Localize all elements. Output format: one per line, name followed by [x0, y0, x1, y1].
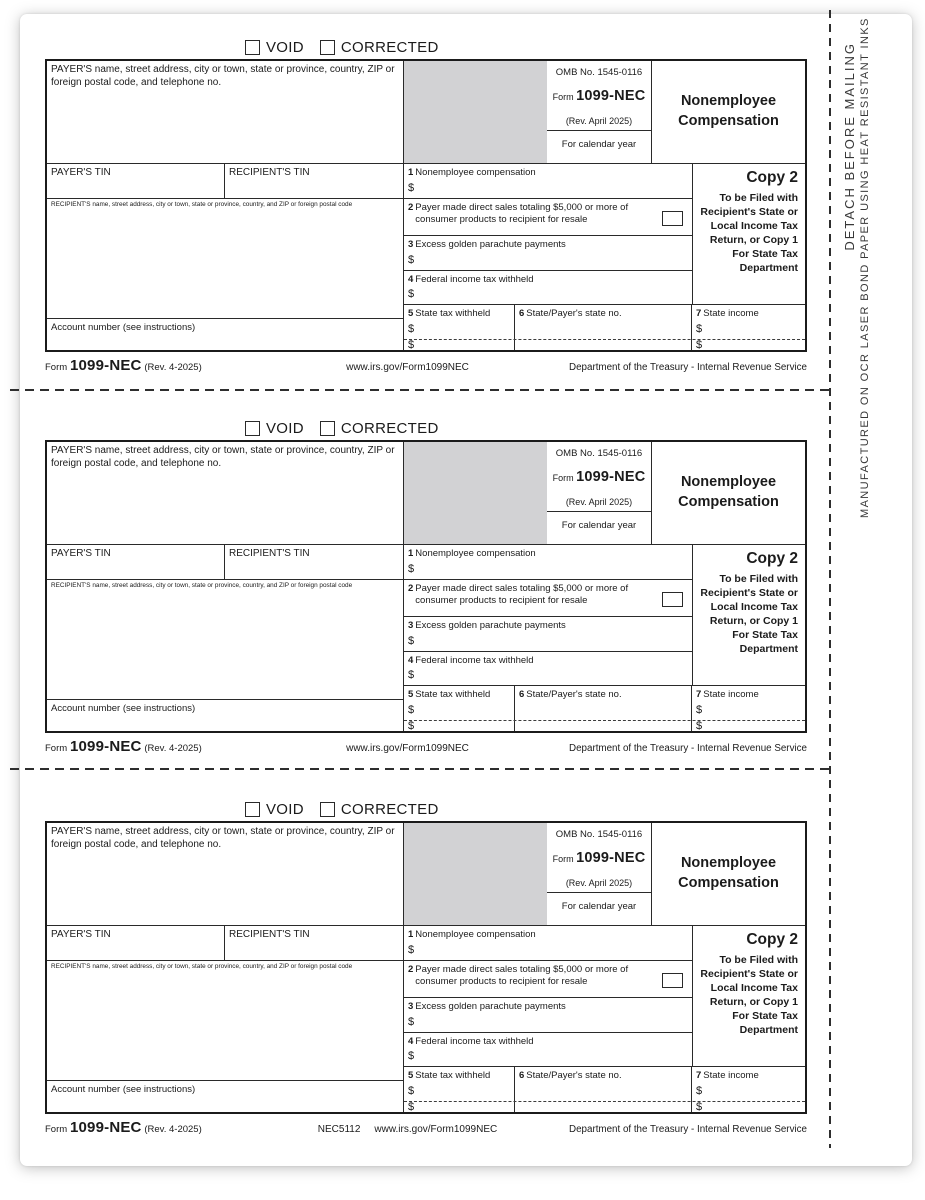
box6-state-payer-no[interactable]: 6 State/Payer's state no.: [515, 686, 692, 731]
calendar-year-label: For calendar year: [547, 130, 651, 164]
copy2-title: Copy 2: [746, 169, 798, 186]
shaded-year-box: [404, 61, 547, 164]
box3-golden-parachute[interactable]: 3 Excess golden parachute payments $: [404, 998, 692, 1033]
perforation-line-vertical: [829, 10, 831, 1148]
void-checkbox[interactable]: [245, 421, 260, 436]
corrected-label: CORRECTED: [340, 39, 439, 56]
box5-state-tax-withheld[interactable]: 5 State tax withheld $ $: [404, 305, 515, 350]
treasury-department-label: Department of the Treasury - Internal Revenue Service: [569, 743, 807, 754]
calendar-year-label: For calendar year: [547, 892, 651, 926]
dollar-sign: $: [408, 182, 415, 195]
void-checkbox[interactable]: [245, 802, 260, 817]
omb-box: [547, 442, 652, 545]
account-number-box[interactable]: Account number (see instructions): [47, 700, 404, 731]
box3-golden-parachute[interactable]: 3 Excess golden parachute payments $: [404, 236, 692, 271]
box5-state-tax-withheld[interactable]: 5 State tax withheld $ $: [404, 1067, 515, 1112]
form-1099nec-grid: [45, 440, 807, 733]
form-footer: Form 1099-NEC (Rev. 4-2025) www.irs.gov/Form1099NEC Department of the Treasury - Internal Revenue Service: [45, 738, 807, 755]
dollar-sign: $: [408, 254, 415, 267]
void-corrected-row: [245, 38, 807, 57]
copy2-description: To be Filed with Recipient's State or Local Income Tax Return, or Copy 1 For State Tax Department: [700, 954, 798, 1037]
account-number-box[interactable]: Account number (see instructions): [47, 1081, 404, 1112]
paper-manufacture-label: MANUFACTURED ON OCR LASER BOND PAPER USING HEAT RESISTANT INKS: [859, 17, 871, 518]
recipient-tin-box[interactable]: RECIPIENT'S TIN: [225, 164, 404, 199]
dollar-sign: $: [408, 1016, 415, 1029]
corrected-checkbox[interactable]: [320, 421, 335, 436]
box7-state-income[interactable]: 7 State income $ $: [696, 689, 759, 732]
box2-resale-checkbox[interactable]: [662, 211, 683, 226]
dollar-sign: $: [408, 1085, 415, 1097]
copy2-title: Copy 2: [746, 931, 798, 948]
void-label: VOID: [266, 420, 304, 437]
dollar-sign: $: [408, 339, 415, 351]
dollar-sign: $: [696, 323, 703, 335]
form-revision: (Rev. April 2025): [565, 116, 633, 126]
payer-info-label: PAYER'S name, street address, city or town, state or province, country, ZIP or foreign postal code, and telephone no.: [51, 826, 395, 850]
void-checkbox[interactable]: [245, 40, 260, 55]
omb-number: OMB No. 1545-0116: [555, 448, 643, 459]
dollar-sign: $: [696, 1101, 703, 1113]
box2-direct-sales[interactable]: 2 Payer made direct sales totaling $5,000 or more of consumer products to recipient for resale: [404, 580, 692, 617]
form-revision: (Rev. April 2025): [565, 497, 633, 507]
irs-url: www.irs.gov/Form1099NEC: [346, 743, 469, 754]
dollar-sign: $: [696, 704, 703, 716]
payer-info-box[interactable]: [47, 61, 404, 164]
form-copy-2: [45, 419, 807, 763]
shaded-year-box: [404, 442, 547, 545]
amount-entry-dashed-line: [404, 720, 805, 721]
form-title: Nonemployee Compensation: [652, 442, 805, 545]
box2-direct-sales[interactable]: 2 Payer made direct sales totaling $5,000 or more of consumer products to recipient for resale: [404, 961, 692, 998]
form-footer: Form 1099-NEC (Rev. 4-2025) NEC5112 www.irs.gov/Form1099NEC Department of the Treasury - Internal Revenue Service: [45, 1119, 807, 1136]
copy2-description: To be Filed with Recipient's State or Local Income Tax Return, or Copy 1 For State Tax Department: [700, 192, 798, 275]
void-corrected-row: [245, 419, 807, 438]
box7-state-income[interactable]: 7 State income $ $: [696, 308, 759, 351]
form-1099nec-grid: [45, 821, 807, 1114]
dollar-sign: $: [696, 339, 703, 351]
form-number-block: Form 1099-NEC: [552, 850, 646, 866]
copy2-panel: [692, 545, 805, 686]
dollar-sign: $: [408, 669, 415, 682]
form-footer: Form 1099-NEC (Rev. 4-2025) www.irs.gov/Form1099NEC Department of the Treasury - Internal Revenue Service: [45, 357, 807, 374]
sheet-edge-text: [842, 17, 873, 518]
box4-federal-tax-withheld[interactable]: 4 Federal income tax withheld $: [404, 652, 692, 686]
payer-info-label: PAYER'S name, street address, city or town, state or province, country, ZIP or foreign postal code, and telephone no.: [51, 445, 395, 469]
form-1099nec-grid: [45, 59, 807, 352]
detach-before-mailing-label: DETACH BEFORE MAILING: [842, 42, 857, 251]
payer-tin-box[interactable]: PAYER'S TIN: [47, 164, 225, 199]
copy2-title: Copy 2: [746, 550, 798, 567]
void-label: VOID: [266, 801, 304, 818]
recipient-tin-box[interactable]: RECIPIENT'S TIN: [225, 926, 404, 961]
box2-direct-sales[interactable]: 2 Payer made direct sales totaling $5,000 or more of consumer products to recipient for resale: [404, 199, 692, 236]
corrected-checkbox[interactable]: [320, 802, 335, 817]
payer-tin-box[interactable]: PAYER'S TIN: [47, 926, 225, 961]
corrected-label: CORRECTED: [340, 420, 439, 437]
payer-info-box[interactable]: [47, 442, 404, 545]
amount-entry-dashed-line: [404, 1101, 805, 1102]
amount-entry-dashed-line: [404, 339, 805, 340]
irs-url: www.irs.gov/Form1099NEC: [374, 1124, 498, 1135]
form-number-block: Form 1099-NEC: [552, 469, 646, 485]
dollar-sign: $: [696, 1085, 703, 1097]
copy2-description: To be Filed with Recipient's State or Local Income Tax Return, or Copy 1 For State Tax Department: [700, 573, 798, 656]
omb-number: OMB No. 1545-0116: [555, 829, 643, 840]
box5-state-tax-withheld[interactable]: 5 State tax withheld $ $: [404, 686, 515, 731]
shaded-year-box: [404, 823, 547, 926]
dollar-sign: $: [408, 720, 415, 732]
calendar-year-label: For calendar year: [547, 511, 651, 545]
box1-nonemployee-compensation[interactable]: 1 Nonemployee compensation $: [404, 545, 692, 580]
treasury-department-label: Department of the Treasury - Internal Revenue Service: [569, 1124, 807, 1135]
omb-number: OMB No. 1545-0116: [555, 67, 643, 78]
dollar-sign: $: [696, 720, 703, 732]
form-title: Nonemployee Compensation: [652, 823, 805, 926]
corrected-label: CORRECTED: [340, 801, 439, 818]
treasury-department-label: Department of the Treasury - Internal Revenue Service: [569, 362, 807, 373]
payer-info-label: PAYER'S name, street address, city or town, state or province, country, ZIP or foreign postal code, and telephone no.: [51, 64, 395, 88]
box7-state-income[interactable]: 7 State income $ $: [696, 1070, 759, 1113]
copy2-panel: [692, 926, 805, 1067]
form-copy-3: [45, 800, 807, 1144]
payer-tin-box[interactable]: PAYER'S TIN: [47, 545, 225, 580]
omb-box: [547, 61, 652, 164]
box6-state-payer-no[interactable]: 6 State/Payer's state no.: [515, 1067, 692, 1112]
dollar-sign: $: [408, 563, 415, 576]
dollar-sign: $: [408, 944, 415, 957]
box4-federal-tax-withheld[interactable]: 4 Federal income tax withheld $: [404, 271, 692, 305]
dollar-sign: $: [408, 1101, 415, 1113]
box2-resale-checkbox[interactable]: [662, 973, 683, 988]
void-corrected-row: [245, 800, 807, 819]
dollar-sign: $: [408, 323, 415, 335]
form-revision: (Rev. April 2025): [565, 878, 633, 888]
irs-url: www.irs.gov/Form1099NEC: [346, 362, 469, 373]
box1-nonemployee-compensation[interactable]: 1 Nonemployee compensation $: [404, 164, 692, 199]
omb-box: [547, 823, 652, 926]
void-label: VOID: [266, 39, 304, 56]
corrected-checkbox[interactable]: [320, 40, 335, 55]
perforation-line-1: [10, 389, 832, 391]
account-number-box[interactable]: Account number (see instructions): [47, 319, 404, 350]
copy2-panel: [692, 164, 805, 305]
payer-info-box[interactable]: [47, 823, 404, 926]
recipient-info-box[interactable]: RECIPIENT'S name, street address, city or town, state or province, country, and ZIP or foreign postal code: [47, 199, 404, 319]
form-number-block: Form 1099-NEC: [552, 88, 646, 104]
box6-state-payer-no[interactable]: 6 State/Payer's state no.: [515, 305, 692, 350]
recipient-info-box[interactable]: RECIPIENT'S name, street address, city or town, state or province, country, and ZIP or foreign postal code: [47, 961, 404, 1081]
dollar-sign: $: [408, 1050, 415, 1063]
box1-nonemployee-compensation[interactable]: 1 Nonemployee compensation $: [404, 926, 692, 961]
dollar-sign: $: [408, 635, 415, 648]
box3-golden-parachute[interactable]: 3 Excess golden parachute payments $: [404, 617, 692, 652]
perforation-line-2: [10, 768, 832, 770]
dollar-sign: $: [408, 288, 415, 301]
box4-federal-tax-withheld[interactable]: 4 Federal income tax withheld $: [404, 1033, 692, 1067]
box2-resale-checkbox[interactable]: [662, 592, 683, 607]
product-code: NEC5112: [317, 1124, 361, 1135]
form-title: Nonemployee Compensation: [652, 61, 805, 164]
dollar-sign: $: [408, 704, 415, 716]
form-copy-1: [45, 38, 807, 382]
recipient-tin-box[interactable]: RECIPIENT'S TIN: [225, 545, 404, 580]
recipient-info-box[interactable]: RECIPIENT'S name, street address, city or town, state or province, country, and ZIP or foreign postal code: [47, 580, 404, 700]
